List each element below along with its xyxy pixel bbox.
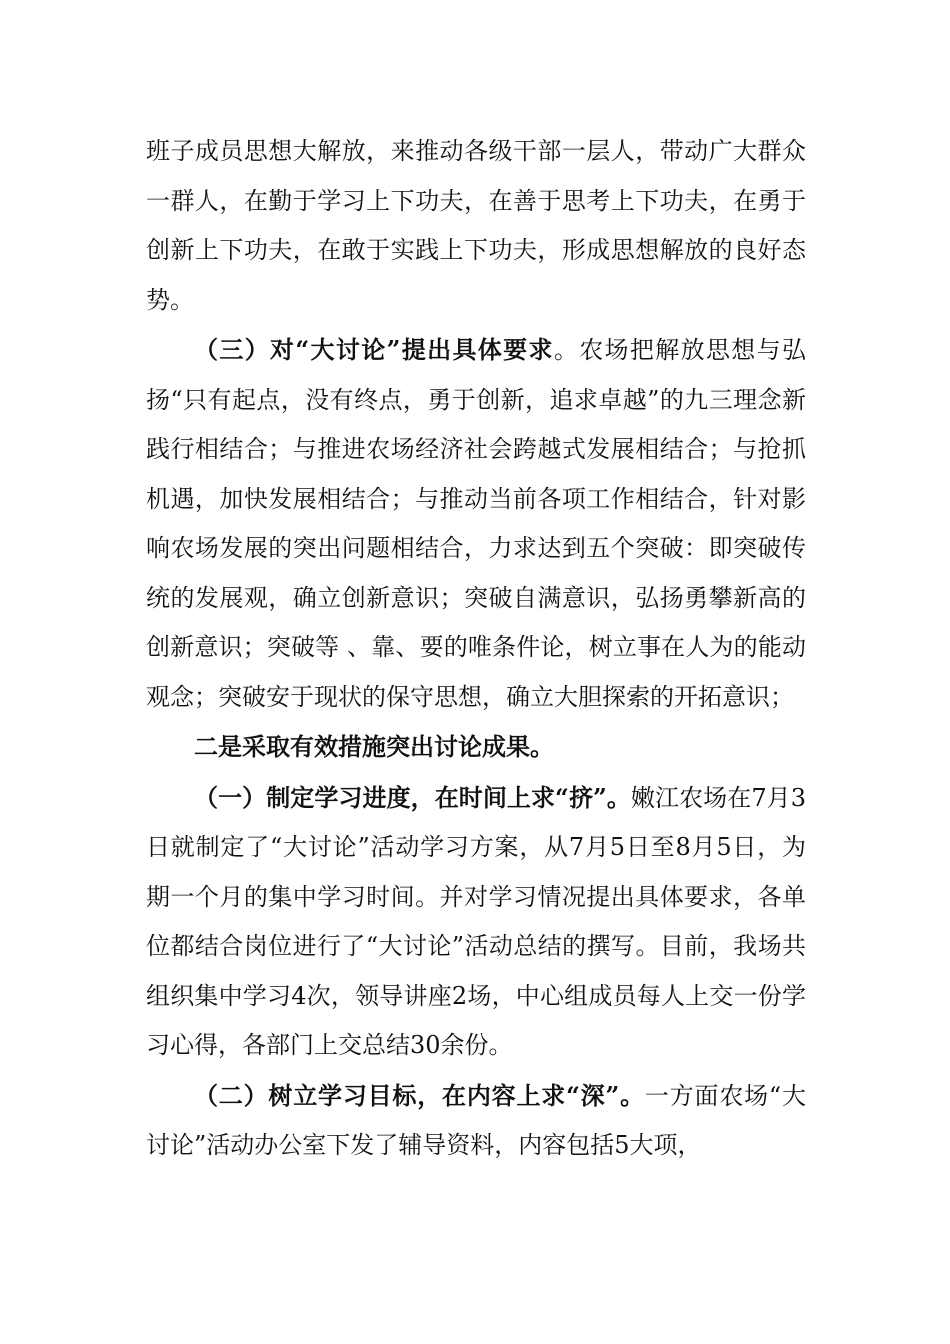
document-body: [146, 127, 806, 1171]
section-heading: 二是采取有效措施突出讨论成果。: [194, 732, 554, 761]
paragraph-text: 班子成员思想大解放，来推动各级干部一层人，带动广大群众一群人，在勤于学习上下功夫，在善于思考上下功夫，在勇于创新上下功夫，在敢于实践上下功夫，形成思想解放的良好态势。: [146, 137, 806, 314]
paragraph-text: 。农场把解放思想与弘扬“只有起点，没有终点，勇于创新，追求卓越”的九三理念新践行相结合；与推进农场经济社会跨越式发展相结合；与抢抓机遇，加快发展相结合；与推动当前各项工作相结合，针对影响农场发展的突出问题相结合，力求达到五个突破：即突破传统的发展观，确立创新意识；突破自满意识，弘扬勇攀新高的创新意识；突破等 、靠、要的唯条件论，树立事在人为的能动观念；突破安于现状的保守思想，确立大胆探索的开拓意识；: [146, 336, 807, 711]
paragraph-text: 嫩江农场在7月3日就制定了“大讨论”活动学习方案，从7月5日至8月5日，为期一个月的集中学习时间。并对学习情况提出具体要求，各单位都结合岗位进行了“大讨论”活动总结的撰写。目前，我场共组织集中学习4次，领导讲座2场，中心组成员每人上交一份学习心得，各部门上交总结30余份。: [146, 783, 807, 1059]
paragraph-requirements: [146, 325, 806, 722]
section-heading: （二）树立学习目标，在内容上求“深”。: [194, 1080, 645, 1110]
paragraph-schedule: [146, 773, 806, 1071]
section-heading: （一）制定学习进度，在时间上求“挤”。: [194, 782, 631, 812]
paragraph-text: 一方面农场“大讨论”活动办公室下发了辅导资料，内容包括5大项，: [146, 1081, 807, 1159]
paragraph-measures-heading: [146, 722, 806, 773]
paragraph-goals: [146, 1071, 806, 1171]
section-heading: （三）对“大讨论”提出具体要求: [194, 335, 554, 364]
paragraph-continuation: [146, 127, 806, 325]
